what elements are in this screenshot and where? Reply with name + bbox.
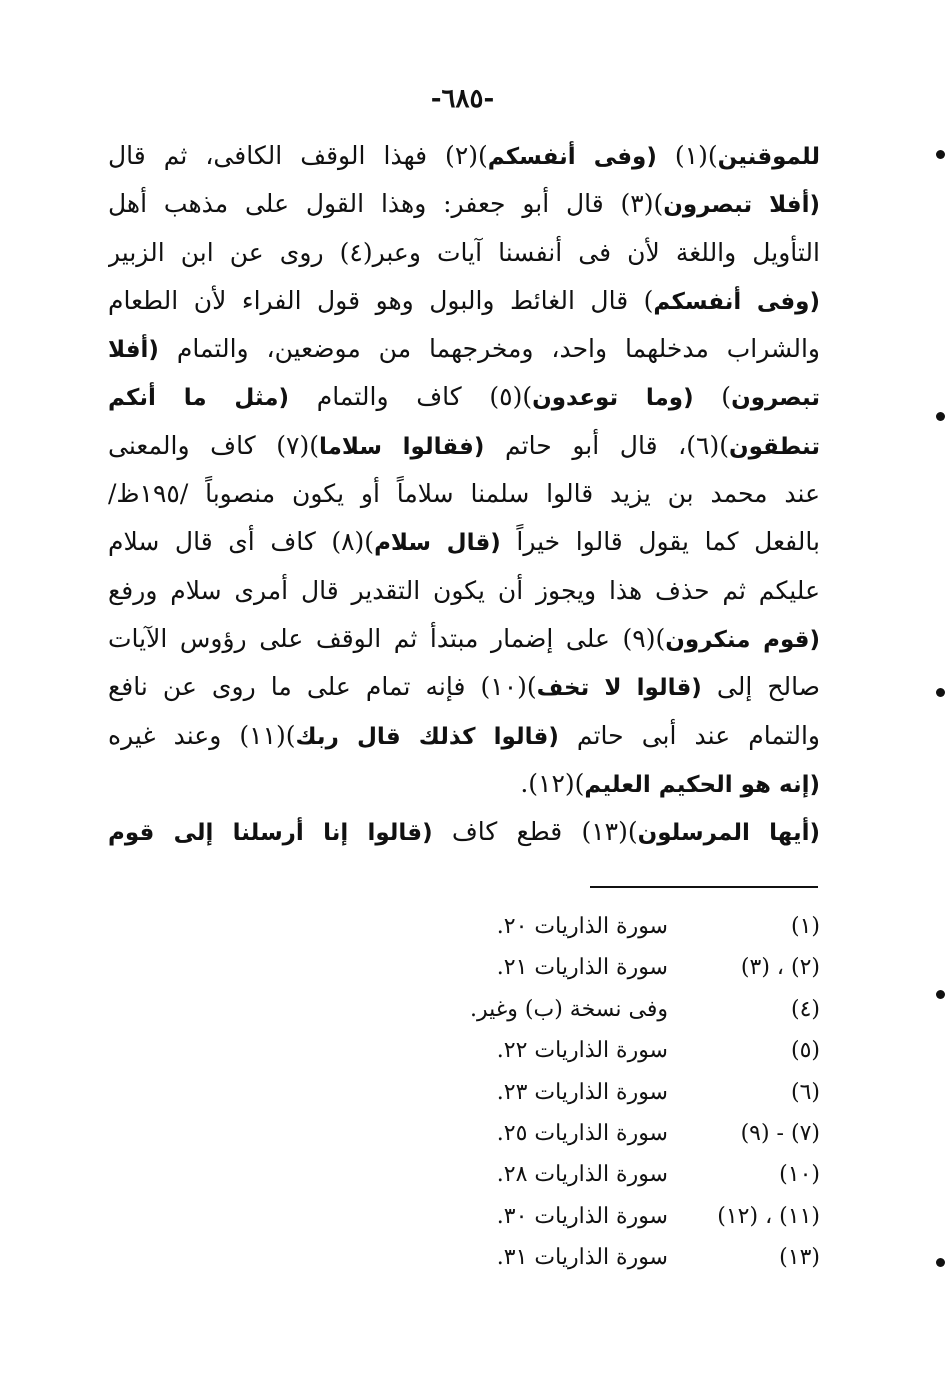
footnote-text: سورة الذاريات ٢٠. (496, 914, 668, 939)
text-run: )(٧) كاف والمعنى (108, 430, 319, 460)
footnotes (300, 906, 820, 1279)
main-text (108, 132, 820, 856)
text-line (108, 470, 820, 518)
footnote-text: سورة الذاريات ٢٥. (496, 1120, 668, 1146)
footnote-text: وفى نسخة (ب) وغير. (470, 996, 668, 1022)
footnote-text: سورة الذاريات ٣١. (496, 1245, 668, 1271)
quran-quote: (قال سلام (374, 530, 501, 557)
quran-quote: تنطقون (728, 433, 820, 460)
text-line (108, 663, 820, 711)
footnote (300, 1237, 820, 1278)
footnote (300, 947, 820, 988)
text-line (108, 325, 820, 373)
text-line (108, 760, 820, 808)
text-line (108, 567, 820, 615)
footnote-number: (١٣) (779, 1245, 820, 1271)
footnote (300, 1072, 820, 1113)
text-run: )(٨) كاف أى قال سلام (108, 527, 375, 557)
scan-edge-mark (936, 688, 945, 697)
footnote-number: (٦) (790, 1079, 820, 1105)
footnote-text: سورة الذاريات ٢٣. (496, 1079, 668, 1105)
quran-quote: (قوم منكرون (665, 626, 820, 653)
footnote-text: سورة الذاريات ٢١. (496, 955, 668, 981)
footnote-number: (١١) ، (١٢) (717, 1203, 820, 1229)
footnote-number: (٤) (790, 996, 820, 1022)
text-run: )(١٠) فإنه تمام على ما روى عن نافع (108, 672, 537, 702)
footnote-number: (٥) (790, 1038, 820, 1064)
quran-quote: (وفى أنفسكم (487, 144, 657, 170)
text-line (108, 132, 820, 180)
text-line (108, 180, 820, 228)
text-run: )(١٢). (520, 768, 585, 798)
text-run: التأويل واللغة لأن فى أنفسنا آيات وعبر(٤) روى عن ابن الزبير (108, 237, 820, 267)
text-run: )(١١) وعند غيره (108, 720, 296, 750)
quran-quote: (قالوا لا تخف (536, 675, 702, 702)
quran-quote: للموقنين (717, 144, 820, 170)
footnote (300, 1030, 820, 1071)
page-number: -٦٨٥- (430, 84, 495, 114)
footnote (300, 1154, 820, 1195)
text-run: )(١) (656, 141, 718, 170)
text-run: )(٥) كاف والتمام (289, 382, 533, 412)
text-line (108, 422, 820, 470)
footnote (300, 989, 820, 1030)
footnote (300, 1113, 820, 1154)
quran-quote: (فقالوا سلاما (318, 433, 485, 460)
text-run: والشراب مدخلهما واحد، ومخرجهما من موضعين، والتمام (158, 334, 820, 364)
quran-quote: (قالوا كذلك قال ربك (295, 723, 559, 750)
text-run: والتمام عند أبى حاتم (558, 720, 820, 750)
quran-quote: (قالوا إنا أرسلنا إلى قوم (108, 820, 433, 847)
quran-quote: (إنه هو الحكيم العليم (584, 771, 820, 798)
scan-edge-mark (936, 150, 945, 159)
footnote (300, 1196, 820, 1237)
text-run: )(٢) فهذا الوقف الكافى، ثم قال (108, 141, 488, 170)
quran-quote: (أيها المرسلون (637, 820, 820, 847)
text-line (108, 712, 820, 760)
quran-quote: تبصرون (731, 385, 820, 412)
quran-quote: (أفلا (108, 337, 159, 364)
text-line (108, 277, 820, 325)
footnote-number: (١٠) (779, 1162, 820, 1188)
text-run: عند محمد بن يزيد قالوا سلمنا سلاماً أو يكون منصوباً /١٩٥ظ/ (108, 479, 820, 509)
footnote-number: (٧) - (٩) (740, 1120, 820, 1146)
text-line (108, 518, 820, 566)
footnote-text: سورة الذاريات ٢٨. (496, 1162, 668, 1188)
text-line (108, 373, 820, 421)
text-line (108, 808, 820, 856)
text-run: )(٩) على إضمار مبتدأ ثم الوقف على رؤوس الآيات (108, 623, 666, 653)
footnote-number: (٢) ، (٣) (740, 955, 820, 981)
text-line (108, 229, 820, 277)
text-run: )(٣) قال أبو جعفر: وهذا القول على مذهب أهل (108, 189, 664, 219)
text-run: عليكم ثم حذف هذا ويجوز أن يكون التقدير قال أمرى سلام ورفع (108, 575, 820, 605)
quran-quote: (أفلا تبصرون (663, 192, 820, 219)
text-run: بالفعل كما يقول قالوا خيراً (500, 527, 820, 557)
footnote-text: سورة الذاريات ٣٠. (496, 1203, 668, 1229)
scan-edge-mark (936, 1258, 945, 1267)
scan-edge-mark (936, 990, 945, 999)
quran-quote: (وفى أنفسكم (653, 288, 820, 315)
footnote-text: سورة الذاريات ٢٢. (496, 1038, 668, 1064)
scan-edge-mark (936, 412, 945, 421)
text-run: )(١٣) قطع كاف (432, 817, 638, 847)
quran-quote: (وما توعدون (532, 385, 694, 412)
text-run: ) قال الغائط والبول وهو قول الفراء لأن الطعام (108, 285, 654, 315)
text-line (108, 615, 820, 663)
quran-quote: (مثل ما أنكم (108, 385, 290, 412)
footnote-number: (١) (790, 914, 820, 939)
footnote-separator (590, 886, 818, 888)
footnote (300, 906, 820, 947)
text-run: ) (693, 382, 732, 412)
text-run: صالح إلى (701, 672, 820, 702)
text-run: )(٦)، قال أبو حاتم (484, 430, 729, 460)
